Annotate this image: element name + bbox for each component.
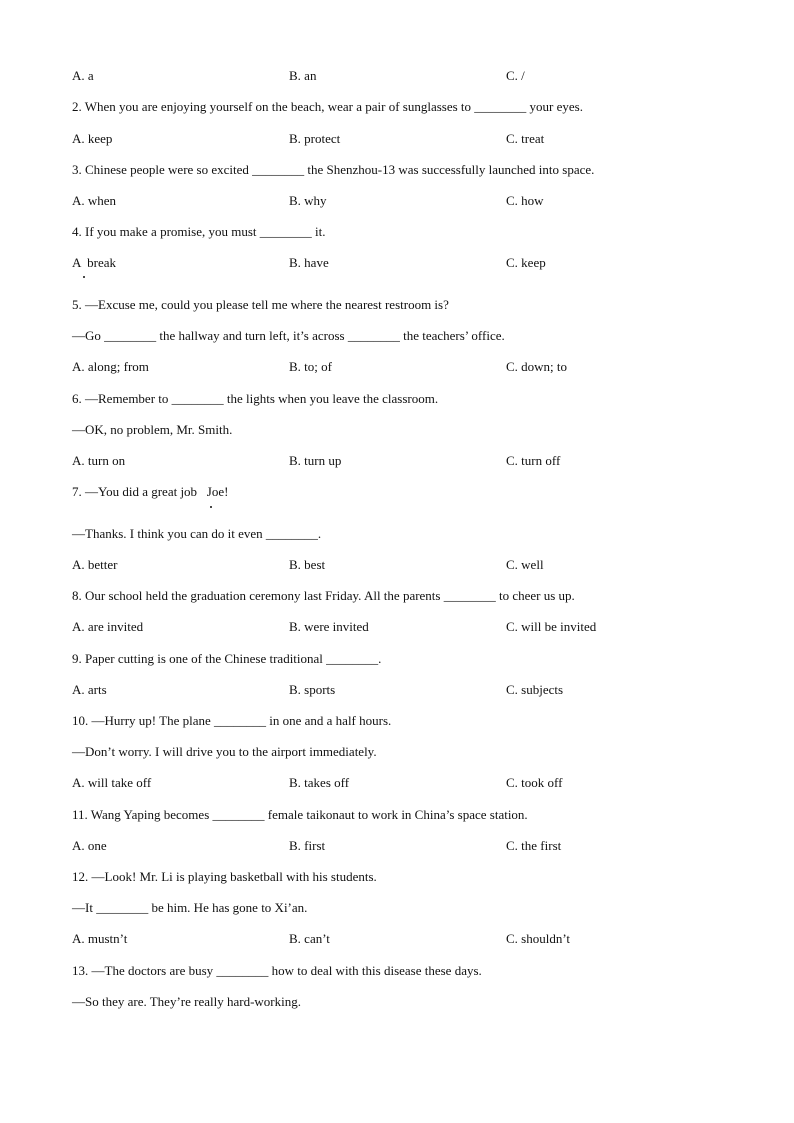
option-b: B. to; of	[289, 359, 332, 374]
question-stem: 13. —The doctors are busy ________ how to deal with this disease these days.	[72, 963, 482, 978]
option-b: B. can’t	[289, 931, 330, 946]
option-a: A. when	[72, 193, 117, 208]
question-stem: 5. —Excuse me, could you please tell me where the nearest restroom is?	[72, 297, 449, 312]
option-c: C. will be invited	[506, 619, 597, 634]
option-a: A break	[72, 255, 117, 270]
option-c: C. down; to	[506, 359, 568, 374]
option-c: C. shouldn’t	[506, 931, 571, 946]
option-b: B. first	[289, 838, 326, 853]
options-row	[72, 452, 732, 470]
option-b: B. why	[289, 193, 327, 208]
question-stem-line: —So they are. They’re really hard-working.	[72, 994, 301, 1009]
option-c: C. /	[506, 68, 525, 83]
option-c: C. turn off	[506, 453, 561, 468]
options-row	[72, 681, 732, 699]
option-c: C. treat	[506, 131, 545, 146]
question-stem: 8. Our school held the graduation ceremony last Friday. All the parents ________ to cheer us up.	[72, 588, 575, 603]
option-a: A. one	[72, 838, 107, 853]
option-a: A. better	[72, 557, 118, 572]
question-stem: 9. Paper cutting is one of the Chinese traditional ________.	[72, 651, 382, 666]
option-c: C. subjects	[506, 682, 564, 697]
option-b: B. were invited	[289, 619, 369, 634]
option-a: A. turn on	[72, 453, 126, 468]
question-stem: 11. Wang Yaping becomes ________ female taikonaut to work in China’s space station.	[72, 807, 528, 822]
option-a: A. are invited	[72, 619, 144, 634]
option-c: C. the first	[506, 838, 562, 853]
option-a: A. keep	[72, 131, 113, 146]
option-a: A. arts	[72, 682, 107, 697]
option-a: A. will take off	[72, 775, 152, 790]
options-row	[72, 130, 732, 148]
question-stem: 12. —Look! Mr. Li is playing basketball with his students.	[72, 869, 377, 884]
option-b: B. have	[289, 255, 329, 270]
option-c: C. well	[506, 557, 544, 572]
question-stem-line: —OK, no problem, Mr. Smith.	[72, 422, 233, 437]
options-row	[72, 556, 732, 574]
option-a: A. mustn’t	[72, 931, 128, 946]
question-stem-line: —Don’t worry. I will drive you to the airport immediately.	[72, 744, 377, 759]
stray-comma-mark	[210, 506, 212, 508]
option-c: C. how	[506, 193, 544, 208]
option-c: C. took off	[506, 775, 563, 790]
option-c: C. keep	[506, 255, 546, 270]
question-stem: 7. —You did a great job Joe!	[72, 484, 229, 499]
options-row	[72, 254, 732, 272]
question-stem: 2. When you are enjoying yourself on the beach, wear a pair of sunglasses to ________ your eyes.	[72, 99, 583, 114]
option-b: B. protect	[289, 131, 341, 146]
options-row	[72, 618, 732, 636]
options-row	[72, 192, 732, 210]
question-stem: 4. If you make a promise, you must ________ it.	[72, 224, 326, 239]
option-a: A. a	[72, 68, 94, 83]
options-row	[72, 67, 732, 85]
option-a: A. along; from	[72, 359, 149, 374]
question-stem-line: —Thanks. I think you can do it even ________.	[72, 526, 322, 541]
question-stem-line: —It ________ be him. He has gone to Xi’an.	[72, 900, 308, 915]
question-stem: 6. —Remember to ________ the lights when you leave the classroom.	[72, 391, 439, 406]
options-row	[72, 930, 732, 948]
option-b: B. takes off	[289, 775, 350, 790]
stray-dot-mark	[83, 276, 85, 278]
question-stem-line: —Go ________ the hallway and turn left, it’s across ________ the teachers’ office.	[72, 328, 505, 343]
option-b: B. best	[289, 557, 326, 572]
question-stem: 3. Chinese people were so excited ________ the Shenzhou-13 was successfully launched into space.	[72, 162, 595, 177]
options-row	[72, 774, 732, 792]
options-row	[72, 358, 732, 376]
question-stem: 10. —Hurry up! The plane ________ in one and a half hours.	[72, 713, 392, 728]
option-b: B. turn up	[289, 453, 342, 468]
option-b: B. sports	[289, 682, 336, 697]
options-row	[72, 837, 732, 855]
option-b: B. an	[289, 68, 317, 83]
